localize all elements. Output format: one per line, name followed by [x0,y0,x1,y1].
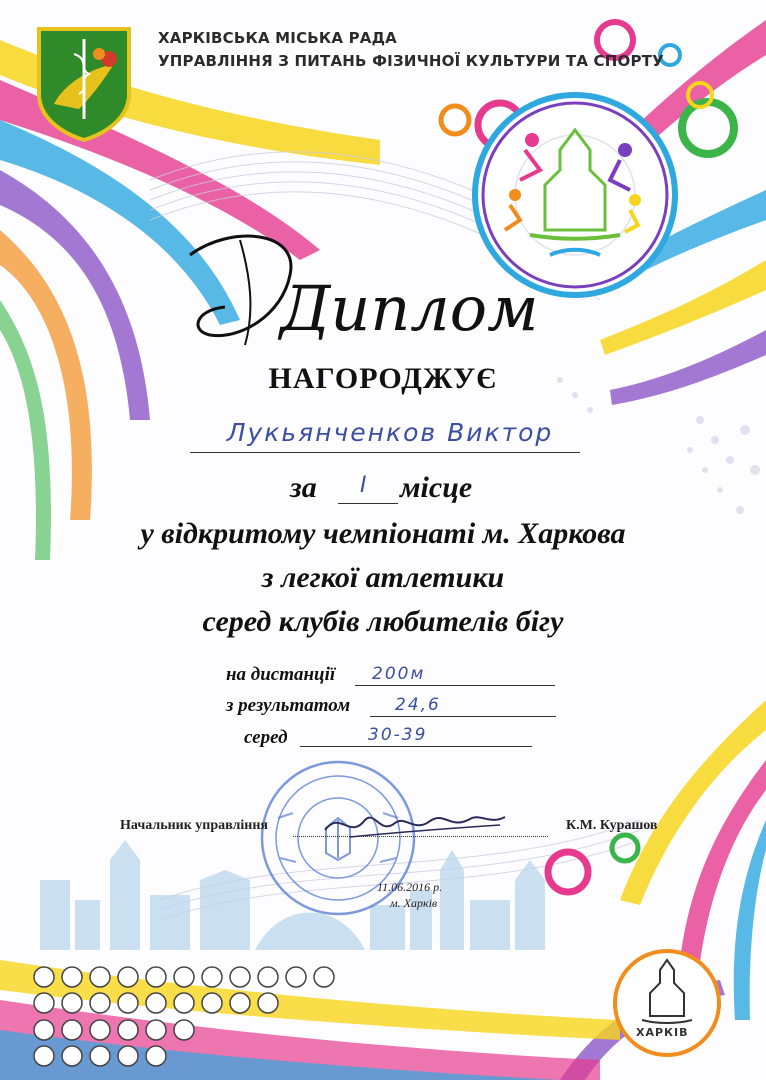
header-city-council: ХАРКІВСЬКА МІСЬКА РАДА [158,29,397,47]
signature-name: К.М. Курашов [566,818,658,833]
result-value: 24,6 [395,695,441,715]
place-value: I [360,473,367,498]
signature-position: Начальник управління [120,818,268,833]
place-suffix: місце [400,471,473,504]
kharkiv-logo-icon [612,948,722,1058]
among-label: серед [244,727,288,748]
event-line-3: серед клубів любителів бігу [202,605,564,638]
among-value: 30-39 [368,725,428,745]
distance-underline [355,685,555,686]
distance-value: 200м [372,664,426,684]
diploma-title [170,215,590,365]
event-line-1: у відкритому чемпіонаті м. Харкова [140,517,626,550]
kharkiv-logo-label: ХАРКІВ [636,1026,689,1039]
coat-of-arms-icon [34,24,134,144]
distance-label: на дистанції [226,664,336,685]
awards-heading: НАГОРОДЖУЄ [268,362,498,395]
place-underline [338,503,398,504]
recipient-name: Лукьянченков Виктор [226,418,554,447]
result-label: з результатом [226,695,351,716]
svg-text:Диплом: Диплом [280,272,539,345]
signature-icon [320,805,510,845]
recipient-underline [190,452,580,453]
header-department: УПРАВЛІННЯ З ПИТАНЬ ФІЗИЧНОЇ КУЛЬТУРИ ТА СПОРТУ [158,52,664,70]
place-line [290,471,490,511]
among-underline [300,746,532,747]
issue-date: 11.06.2016 р. [377,880,443,894]
event-line-2: з легкої атлетики [261,561,505,594]
place-prefix: за [290,471,317,504]
issue-city: м. Харків [390,896,438,910]
result-underline [370,716,556,717]
